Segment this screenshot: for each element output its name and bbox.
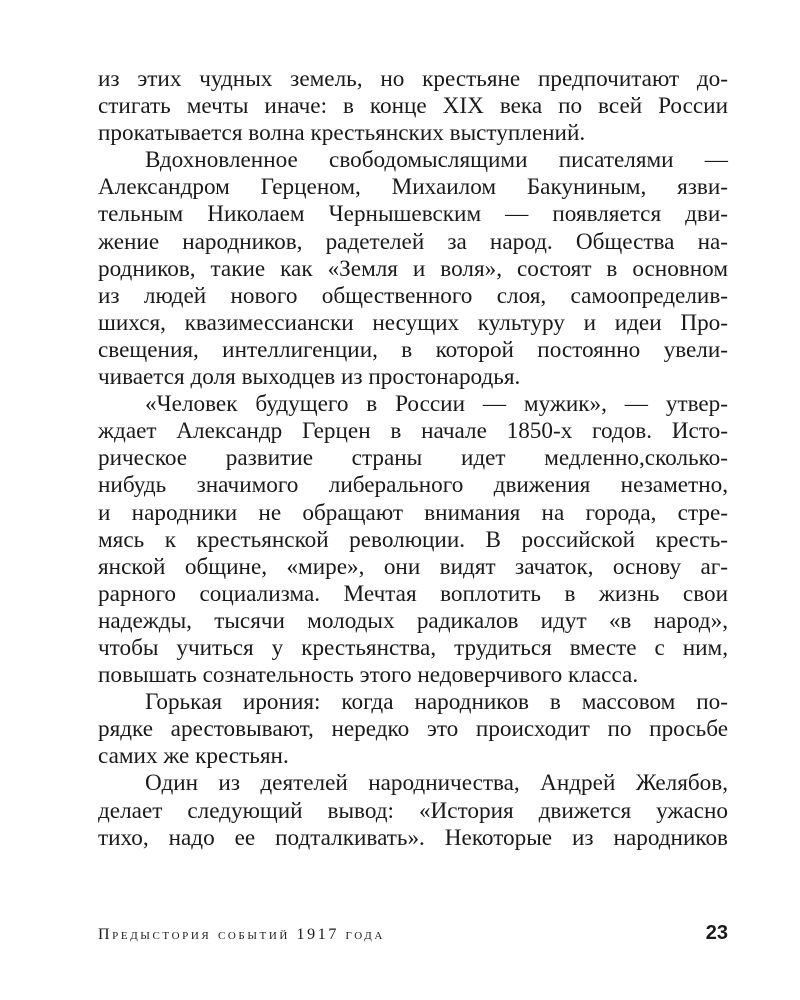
- page-footer: [98, 922, 728, 952]
- text-line: родников, такие как «Земля и воля», состоят в основном: [98, 255, 728, 282]
- text-line: самих же крестьян.: [98, 743, 289, 770]
- text-line: делает следующий вывод: «История движется ужасно: [98, 797, 728, 824]
- text-line: из этих чудных земель, но крестьяне предпочитают до-: [98, 66, 728, 92]
- paragraph-3: [98, 391, 728, 689]
- text-line: Александром Герценом, Михаилом Бакуниным, язви-: [98, 174, 728, 201]
- text-line: свещения, интеллигенции, в которой постоянно увели-: [98, 336, 728, 363]
- text-line: рическое развитие страны идет медленно,сколько-: [98, 445, 728, 472]
- paragraph-5: [98, 770, 728, 851]
- text-line: ждает Александр Герцен в начале 1850-х годов. Исто-: [98, 418, 728, 445]
- text-line: Горькая ирония: когда народников в массовом по-: [145, 689, 728, 716]
- text-line: чтобы учиться у крестьянства, трудиться вместе с ним,: [98, 634, 728, 661]
- text-line: янской общине, «мире», они видят зачаток, основу аг-: [98, 553, 728, 580]
- text-line: и народники не обращают внимания на города, стре-: [98, 499, 728, 526]
- page-body: [98, 66, 728, 852]
- paragraph-4: [98, 689, 728, 770]
- paragraph-2: [98, 147, 728, 391]
- text-line: мясь к крестьянской революции. В российской кресть-: [98, 526, 728, 553]
- text-line: шихся, квазимессиански несущих культуру и идеи Про-: [98, 309, 728, 336]
- text-line: Вдохновленное свободомыслящими писателями —: [145, 147, 728, 174]
- text-line: «Человек будущего в России — мужик», — утвер-: [145, 391, 728, 418]
- paragraph-1: [98, 66, 728, 147]
- text-line: тихо, надо ее подталкивать». Некоторые из народников: [98, 824, 728, 851]
- running-head: Предыстория событий 1917 года: [98, 926, 385, 943]
- text-line: прокатывается волна крестьянских выступлений.: [98, 120, 586, 147]
- page-number: 23: [705, 922, 728, 944]
- text-line: надежды, тысячи молодых радикалов идут «в народ»,: [98, 607, 728, 634]
- text-line: рарного социализма. Мечтая воплотить в жизнь свои: [98, 580, 728, 607]
- text-line: повышать сознательность этого недоверчивого класса.: [98, 662, 639, 689]
- text-line: тельным Николаем Чернышевским — появляется дви-: [98, 201, 728, 228]
- text-line: из людей нового общественного слоя, самоопределив-: [98, 282, 728, 309]
- text-line: жение народников, радетелей за народ. Общества на-: [98, 228, 728, 255]
- text-line: рядке арестовывают, нередко это происходит по просьбе: [98, 716, 728, 743]
- text-line: нибудь значимого либерального движения незаметно,: [98, 472, 728, 499]
- text-line: Один из деятелей народничества, Андрей Желябов,: [145, 770, 728, 797]
- text-line: стигать мечты иначе: в конце XIX века по всей России: [98, 93, 728, 120]
- text-line: чивается доля выходцев из простонародья.: [98, 364, 521, 391]
